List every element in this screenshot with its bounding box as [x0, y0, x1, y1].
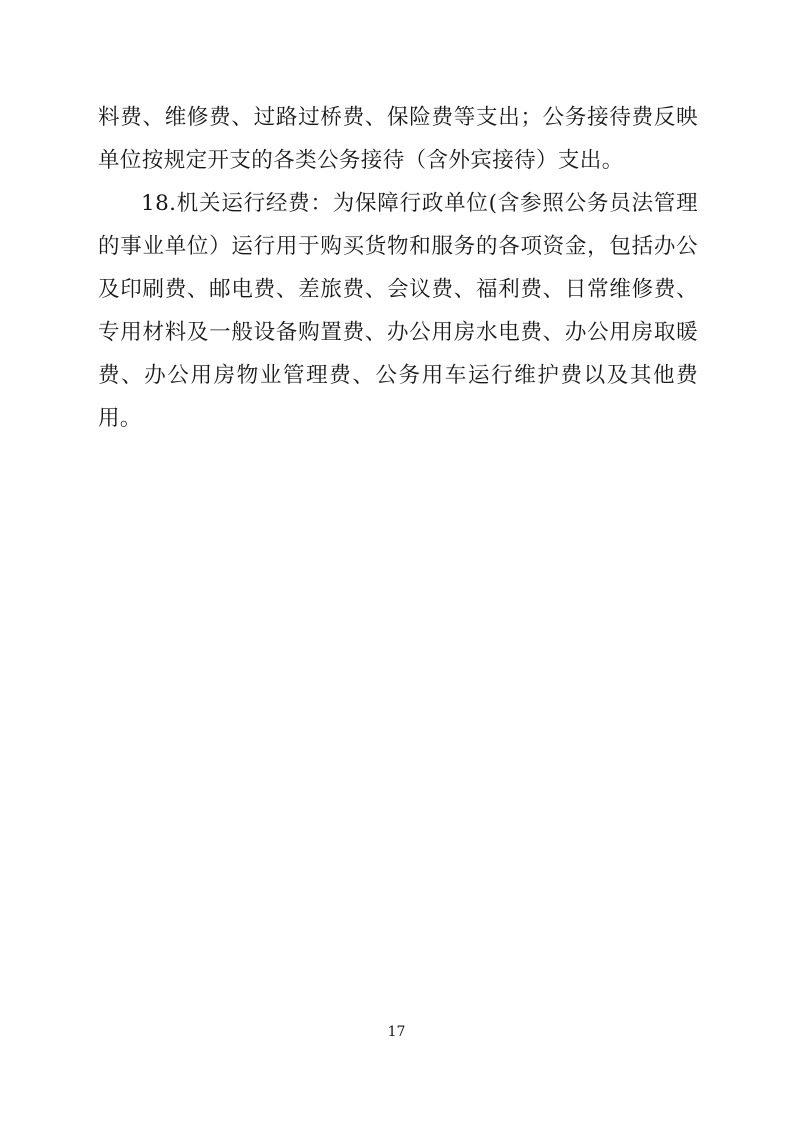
document-body	[98, 96, 698, 440]
paragraph-item-18: 18.机关运行经费：为保障行政单位(含参照公务员法管理的事业单位）运行用于购买货物和服务的各项资金，包括办公及印刷费、邮电费、差旅费、会议费、福利费、日常维修费、专用材料及一般设备购置费、办公用房水电费、办公用房取暖费、办公用房物业管理费、公务用车运行维护费以及其他费用。	[98, 191, 698, 431]
paragraph-continued: 料费、维修费、过路过桥费、保险费等支出；公务接待费反映单位按规定开支的各类公务接待（含外宾接待）支出。	[98, 105, 698, 173]
page-number: 17	[387, 1024, 406, 1040]
